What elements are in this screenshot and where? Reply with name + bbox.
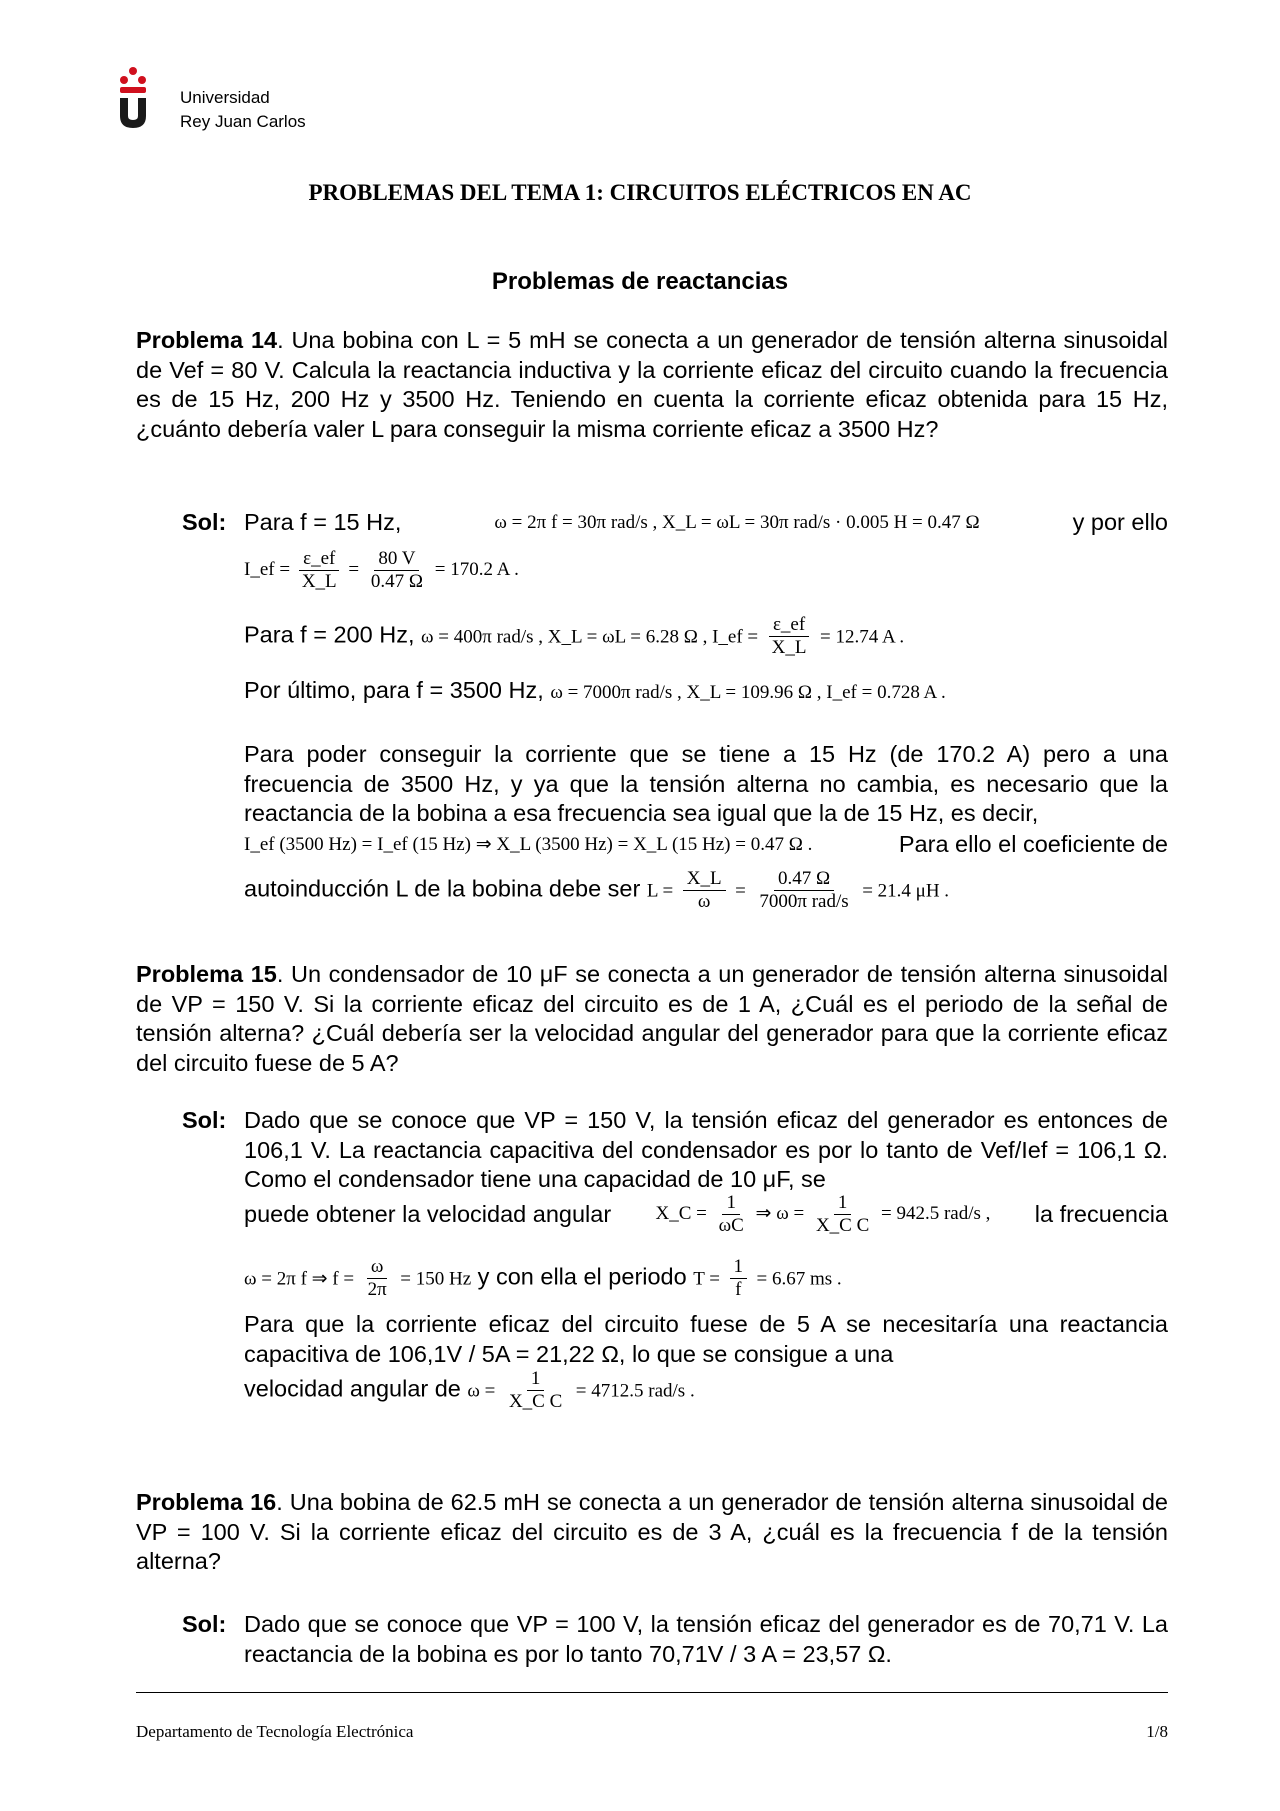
p15-l3-frac [505,1368,566,1413]
p15-l2-num2: 1 [730,1256,748,1279]
p15-l1-frac1 [715,1192,748,1237]
p15-l1-den1: ωC [718,1215,744,1236]
p15-sol-line3 [244,1368,695,1413]
p15-sol-line2 [244,1256,842,1301]
p14-l3-frac [768,614,811,659]
p14-l6-lhs: L = [646,880,674,902]
problem-14-sol-label: Sol: [182,509,227,535]
p15-l3-num: 1 [527,1368,545,1391]
p14-sol-line1 [244,508,1168,538]
p15-l1-text: puede obtener la velocidad angular [244,1200,612,1227]
p14-l2-lhs: I_ef = [244,558,291,580]
p14-l1-tail: y por ello [1072,509,1168,535]
problem-16-statement [136,1488,1168,1577]
p14-l2-den2: 0.47 Ω [370,571,423,592]
p15-l1-num1: 1 [722,1192,740,1215]
footer-page-number: 1/8 [1146,1722,1168,1741]
p14-sol-line5 [244,830,1168,860]
p14-l2-den1: X_L [301,571,337,592]
p14-l2-res: = 170.2 A . [434,558,519,580]
p15-l1-num2: 1 [834,1192,852,1215]
p15-l3-den: X_C C [508,1391,563,1412]
p14-l6-num2: 0.47 Ω [774,868,834,891]
problem-15-label: Problema 15 [136,961,277,987]
p14-sol-line4 [244,676,946,708]
p14-l1-text: Para f = 15 Hz, [244,509,402,535]
university-name [180,86,306,134]
p14-l6-den2: 7000π rad/s [759,891,849,912]
p14-l3-den: X_L [771,637,807,658]
p15-l2-lhs2: T = [693,1268,720,1290]
p15-l1-frac2 [812,1192,873,1237]
p14-l4-eq: ω = 7000π rad/s , X_L = 109.96 Ω , I_ef = 0.728 A . [550,682,946,703]
p15-l2-den2: f [735,1279,742,1300]
footer-divider [136,1692,1168,1693]
p14-l3-res: = 12.74 A . [820,626,905,648]
p15-l1-res: = 942.5 rad/s , [881,1202,991,1224]
p16-sol-text: Dado que se conoce que VP = 100 V, la tensión eficaz del generador es de 70,71 V. La reactancia de la bobina es por lo tanto 70,71V / 3 A = 23,57 Ω. [244,1611,1168,1667]
p14-sol-line3 [244,614,904,659]
p14-l3-eq: ω = 400π rad/s , X_L = ωL = 6.28 Ω , I_ef = [421,626,759,648]
p14-l5-eq: I_ef (3500 Hz) = I_ef (15 Hz) ⇒ X_L (3500 Hz) = X_L (15 Hz) = 0.47 Ω . [244,834,813,855]
p14-paragraph: Para poder conseguir la corriente que se tiene a 15 Hz (de 170.2 A) pero a una frecuencia de 3500 Hz, y ya que la tensión alterna no cambia, es necesario que la reactancia de la bobina a esa frecuencia sea igual que la de 15 Hz, es decir, [244,741,1168,826]
p14-l1-eq: ω = 2π f = 30π rad/s , X_L = ωL = 30π rad/s · 0.005 H = 0.47 Ω [494,512,980,533]
p14-sol-line6: autoinducción L de la bobina debe ser L = $\frac{X\_L}{\omega}$ = $\frac{0.47 \Omega}{\text{7000π rad/s}}$ = 21.4 μH . [244,868,950,912]
p15-l2-res: = 150 Hz [400,1268,472,1290]
university-logo [116,66,150,128]
university-line2: Rey Juan Carlos [180,112,306,131]
p15-l3-res: = 4712.5 rad/s . [575,1380,695,1402]
p15-l1-mid: ⇒ ω = [755,1202,805,1224]
problem-14-label: Problema 14 [136,327,278,353]
p14-l6-frac2 [755,868,852,913]
p14-l2-num1: ε_ef [299,548,339,571]
p15-sol-line1 [244,1192,1168,1237]
p14-l4-text: Por último, para f = 3500 Hz, [244,677,544,703]
p15-l1-tail: la frecuencia [1034,1200,1168,1227]
p15-paragraph: Para que la corriente eficaz del circuito fuese de 5 A se necesitaría una reactancia capacitiva de 106,1V / 5A = 21,22 Ω, lo que se consigue a una [244,1311,1168,1367]
p14-l3-num: ε_ef [769,614,809,637]
p15-sol-text: Dado que se conoce que VP = 150 V, la tensión eficaz del generador es entonces de 106,1 V. La reactancia capacitiva del condensador es por lo tanto de Vef/Ief = 106,1 Ω. Como el condensador tiene una capacidad de 10 μF, se [244,1107,1168,1192]
problem-14-statement [136,326,1168,444]
section-title: Problemas de reactancias [491,268,789,295]
p15-l2-frac2 [730,1256,748,1301]
p14-l6-num1: X_L [683,868,726,891]
p15-l2-den: 2π [367,1279,387,1300]
problem-15-statement [136,960,1168,1078]
problem-16-sol-label: Sol: [182,1611,227,1637]
university-line1: Universidad [180,88,270,107]
p14-l3-text: Para f = 200 Hz, [244,621,415,648]
p15-l2-num: ω [367,1256,388,1279]
p14-l2-num2: 80 V [374,548,419,571]
footer-department: Departamento de Tecnología Electrónica [136,1722,414,1741]
p14-l6-res: = 21.4 μH . [862,880,950,902]
p15-l2-text: y con ella el periodo [477,1263,687,1290]
p14-sol-line2: I_ef = $\frac{\varepsilon\_ef}{X\_L}$ = $\frac{80 V}{0.47 \Omega}$ = 170.2 A . [244,548,519,592]
document-title: PROBLEMAS DEL TEMA 1: CIRCUITOS ELÉCTRICOS EN AC [308,180,972,205]
p15-l2-res2: = 6.67 ms . [756,1268,842,1290]
problem-16-label: Problema 16 [136,1489,277,1515]
p15-l2-lhs: ω = 2π f ⇒ f = [244,1268,355,1290]
p15-l1-lhs: X_C = [655,1202,707,1224]
p14-l2-frac2 [367,548,427,593]
p15-l3-text: velocidad angular de [244,1375,461,1402]
p14-l6-text: autoinducción L de la bobina debe ser [244,875,641,902]
problem-15-sol-label: Sol: [182,1107,227,1133]
problem-14-text: . Una bobina con L = 5 mH se conecta a un generador de tensión alterna sinusoidal de Vef = 80 V. Calcula la reactancia inductiva y la corriente eficaz del circuito cuando la frecuencia es de 15 Hz, 200 Hz y 3500 Hz. Teniendo en cuenta la corriente eficaz obtenida para 15 Hz, ¿cuánto debería valer L para conseguir la misma corriente eficaz a 3500 Hz? [136,327,1168,442]
p15-l3-lhs: ω = [467,1380,496,1402]
p14-l6-den1: ω [697,891,711,912]
problem-15-text: . Un condensador de 10 μF se conecta a un generador de tensión alterna sinusoidal de VP = 150 V. Si la corriente eficaz del circuito es de 1 A, ¿Cuál es el periodo de la señal de tensión alterna? ¿Cuál debería ser la velocidad angular del generador para que la corriente eficaz del circuito fuese de 5 A? [136,961,1168,1076]
p14-l2-frac1 [298,548,341,593]
p14-l5-tail: Para ello el coeficiente de [898,831,1168,857]
p15-l1-den2: X_C C [815,1215,870,1236]
p14-l6-frac1 [683,868,726,913]
problem-16-text: . Una bobina de 62.5 mH se conecta a un generador de tensión alterna sinusoidal de VP = 100 V. Si la corriente eficaz del circuito es de 3 A, ¿cuál es la frecuencia f de la tensión alterna? [136,1489,1168,1574]
p15-l2-frac [364,1256,391,1301]
